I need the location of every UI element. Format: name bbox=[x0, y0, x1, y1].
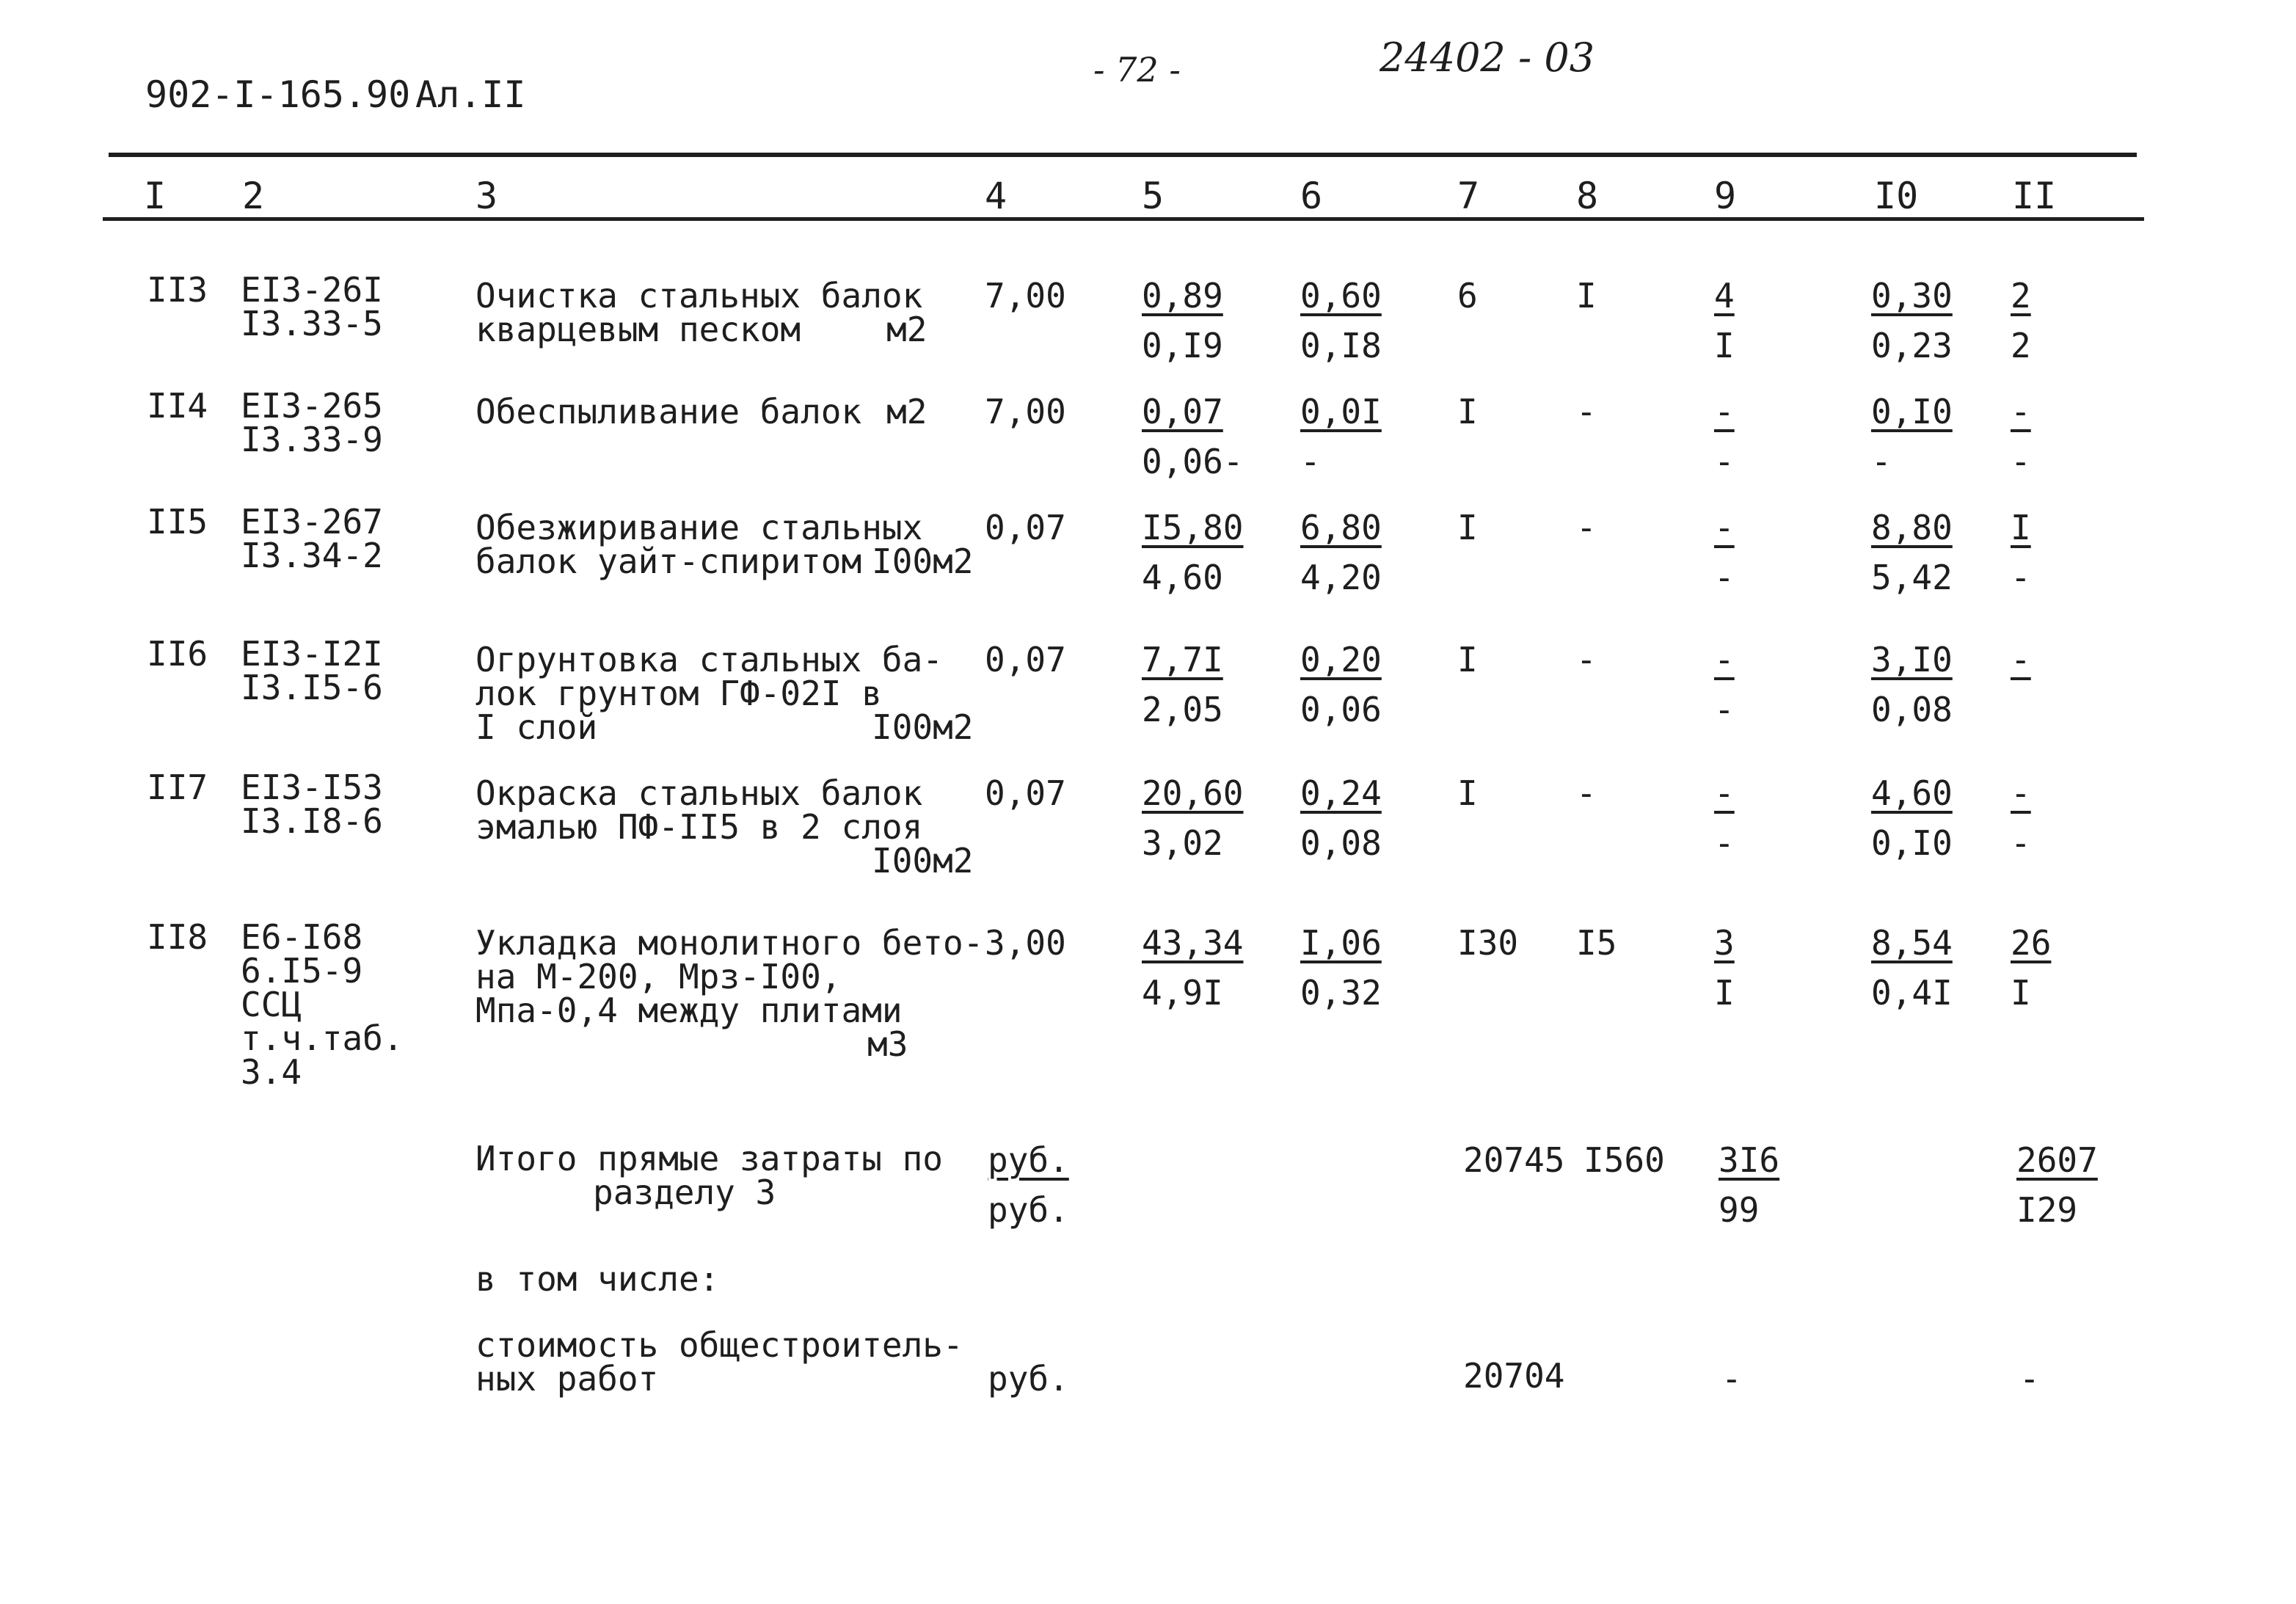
row-number: II4 bbox=[147, 386, 208, 426]
labor-total-mach: I bbox=[2011, 973, 2031, 1013]
general-works-cost: 20704 bbox=[1463, 1356, 1565, 1396]
column-header: 8 bbox=[1576, 175, 1599, 217]
totals-machines: I560 bbox=[1583, 1140, 1665, 1180]
machine-cost: 0,0I bbox=[1300, 392, 1382, 431]
work-description: Окраска стальных балок bbox=[475, 773, 923, 813]
column-header: 3 bbox=[475, 175, 498, 217]
machine-cost: I,06 bbox=[1300, 923, 1382, 963]
total-wages: - bbox=[1714, 508, 1735, 547]
column-header: II bbox=[2012, 175, 2057, 217]
norm-code: EI3-I2I bbox=[241, 634, 383, 674]
page-number: - 72 - bbox=[1093, 50, 1181, 90]
column-header: 4 bbox=[985, 175, 1007, 217]
general-works-labor: - bbox=[2019, 1359, 2040, 1399]
total-machines: - bbox=[1576, 640, 1597, 679]
general-works-wages: - bbox=[1721, 1359, 1742, 1399]
quantity: 0,07 bbox=[985, 640, 1066, 679]
column-header: 9 bbox=[1714, 175, 1737, 217]
column-header: 5 bbox=[1142, 175, 1165, 217]
work-description: балок уайт-спиритом bbox=[475, 542, 862, 581]
price-source: 3.4 bbox=[241, 1052, 302, 1092]
work-description: Укладка монолитного бето- bbox=[475, 923, 984, 963]
price-code: I3.I8-6 bbox=[241, 801, 383, 841]
labor-unit-mach: - bbox=[1871, 442, 1892, 481]
total-wages-mach: - bbox=[1714, 690, 1735, 729]
machine-wages: 0,I8 bbox=[1300, 326, 1382, 365]
quantity: 7,00 bbox=[985, 276, 1066, 316]
total-cost: I30 bbox=[1457, 923, 1519, 963]
table-header-rule bbox=[103, 217, 2144, 221]
unit-wages: 2,05 bbox=[1142, 690, 1223, 729]
totals-wages: 3I6 bbox=[1719, 1140, 1780, 1180]
row-number: II5 bbox=[147, 502, 208, 542]
row-number: II7 bbox=[147, 768, 208, 807]
work-description: Мпа-0,4 между плитами bbox=[475, 991, 903, 1030]
unit-cost: 0,89 bbox=[1142, 276, 1223, 316]
labor-unit: 0,30 bbox=[1871, 276, 1953, 316]
price-source: т.ч.таб. bbox=[241, 1018, 404, 1058]
row-number: II6 bbox=[147, 634, 208, 674]
total-cost: I bbox=[1457, 640, 1478, 679]
machine-wages: - bbox=[1300, 442, 1321, 481]
labor-unit-mach: 0,I0 bbox=[1871, 823, 1953, 863]
totals-labor: 2607 bbox=[2016, 1140, 2098, 1180]
unit-wages: 3,02 bbox=[1142, 823, 1223, 863]
totals-cost: 20745 bbox=[1463, 1140, 1565, 1180]
labor-unit-mach: 5,42 bbox=[1871, 558, 1953, 597]
unit-cost: 20,60 bbox=[1142, 773, 1244, 813]
norm-code: EI3-267 bbox=[241, 502, 383, 542]
machine-wages: 0,08 bbox=[1300, 823, 1382, 863]
work-description: Обеспыливание балок bbox=[475, 392, 862, 431]
price-code: I3.34-2 bbox=[241, 536, 383, 575]
total-machines: - bbox=[1576, 508, 1597, 547]
work-description: на М-200, Мрз-I00, bbox=[475, 957, 842, 996]
total-cost: I bbox=[1457, 392, 1478, 431]
measure-unit: I00м2 bbox=[872, 707, 974, 747]
total-machines: I5 bbox=[1576, 923, 1617, 963]
general-works-label: стоимость общестроитель- bbox=[475, 1325, 963, 1365]
machine-wages: 0,32 bbox=[1300, 973, 1382, 1013]
column-header: 2 bbox=[242, 175, 265, 217]
machine-wages: 0,06 bbox=[1300, 690, 1382, 729]
labor-total: I bbox=[2011, 508, 2031, 547]
labor-total-mach: - bbox=[2011, 442, 2031, 481]
machine-cost: 0,24 bbox=[1300, 773, 1382, 813]
price-code: I3.33-9 bbox=[241, 420, 383, 459]
quantity: 0,07 bbox=[985, 508, 1066, 547]
labor-total-mach: - bbox=[2011, 558, 2031, 597]
labor-total: 2 bbox=[2011, 276, 2031, 316]
total-wages-mach: - bbox=[1714, 558, 1735, 597]
work-description: Очистка стальных балок bbox=[475, 276, 923, 316]
total-machines: - bbox=[1576, 773, 1597, 813]
unit-cost: 0,07 bbox=[1142, 392, 1223, 431]
unit-wages: 4,9I bbox=[1142, 973, 1223, 1013]
labor-total: - bbox=[2011, 773, 2031, 813]
column-header: 7 bbox=[1457, 175, 1480, 217]
total-wages: - bbox=[1714, 640, 1735, 679]
unit-wages: 4,60 bbox=[1142, 558, 1223, 597]
work-description: кварцевым песком bbox=[475, 310, 801, 349]
column-header: I0 bbox=[1874, 175, 1919, 217]
total-cost: I bbox=[1457, 773, 1478, 813]
total-wages: - bbox=[1714, 392, 1735, 431]
norm-code: EI3-265 bbox=[241, 386, 383, 426]
labor-unit: 8,80 bbox=[1871, 508, 1953, 547]
norm-code: EI3-26I bbox=[241, 270, 383, 310]
table-top-rule bbox=[109, 153, 2137, 157]
totals-unit: руб. bbox=[988, 1190, 1069, 1230]
machine-cost: 6,80 bbox=[1300, 508, 1382, 547]
album-number: Ал.II bbox=[415, 73, 526, 116]
unit-cost: I5,80 bbox=[1142, 508, 1244, 547]
measure-unit: I00м2 bbox=[872, 542, 974, 581]
total-wages-mach: I bbox=[1714, 973, 1735, 1013]
general-works-unit: руб. bbox=[988, 1359, 1069, 1399]
price-code: I3.33-5 bbox=[241, 304, 383, 343]
labor-unit-mach: 0,23 bbox=[1871, 326, 1953, 365]
column-header: I bbox=[144, 175, 167, 217]
machine-wages: 4,20 bbox=[1300, 558, 1382, 597]
labor-unit-mach: 0,4I bbox=[1871, 973, 1953, 1013]
labor-unit: 4,60 bbox=[1871, 773, 1953, 813]
including-label: в том числе: bbox=[475, 1259, 720, 1299]
labor-total-mach: - bbox=[2011, 823, 2031, 863]
totals-labor-mach: I29 bbox=[2016, 1190, 2078, 1230]
total-machines: - bbox=[1576, 392, 1597, 431]
unit-wages: 0,I9 bbox=[1142, 326, 1223, 365]
totals-wages-mach: 99 bbox=[1719, 1190, 1760, 1230]
labor-unit: 0,I0 bbox=[1871, 392, 1953, 431]
unit-cost: 7,7I bbox=[1142, 640, 1223, 679]
labor-total: 26 bbox=[2011, 923, 2052, 963]
labor-total: - bbox=[2011, 640, 2031, 679]
machine-cost: 0,20 bbox=[1300, 640, 1382, 679]
price-source: ССЦ bbox=[241, 985, 302, 1024]
quantity: 0,07 bbox=[985, 773, 1066, 813]
measure-unit: м2 bbox=[886, 392, 927, 431]
total-wages: 3 bbox=[1714, 923, 1735, 963]
total-cost: 6 bbox=[1457, 276, 1478, 316]
row-number: II3 bbox=[147, 270, 208, 310]
work-description: I слой bbox=[475, 707, 598, 747]
work-description: лок грунтом ГФ-02I в bbox=[475, 674, 882, 713]
row-number: II8 bbox=[147, 917, 208, 957]
measure-unit: м3 bbox=[867, 1024, 908, 1064]
quantity: 7,00 bbox=[985, 392, 1066, 431]
totals-label: разделу 3 bbox=[593, 1173, 776, 1212]
labor-unit-mach: 0,08 bbox=[1871, 690, 1953, 729]
machine-cost: 0,60 bbox=[1300, 276, 1382, 316]
total-wages-mach: - bbox=[1714, 442, 1735, 481]
price-code: 6.I5-9 bbox=[241, 951, 363, 991]
total-cost: I bbox=[1457, 508, 1478, 547]
total-wages: - bbox=[1714, 773, 1735, 813]
labor-unit: 3,I0 bbox=[1871, 640, 1953, 679]
archive-stamp: 24402 - 03 bbox=[1380, 34, 1595, 81]
total-wages-mach: - bbox=[1714, 823, 1735, 863]
work-description: эмалью ПФ-II5 в 2 слоя bbox=[475, 807, 923, 847]
measure-unit: м2 bbox=[886, 310, 927, 349]
price-code: I3.I5-6 bbox=[241, 668, 383, 707]
norm-code: EI3-I53 bbox=[241, 768, 383, 807]
total-machines: I bbox=[1576, 276, 1597, 316]
norm-code: E6-I68 bbox=[241, 917, 363, 957]
labor-unit: 8,54 bbox=[1871, 923, 1953, 963]
total-wages: 4 bbox=[1714, 276, 1735, 316]
unit-cost: 43,34 bbox=[1142, 923, 1244, 963]
totals-label: Итого прямые затраты по bbox=[475, 1139, 943, 1178]
work-description: Огрунтовка стальных ба- bbox=[475, 640, 943, 679]
column-header: 6 bbox=[1300, 175, 1323, 217]
unit-wages: 0,06- bbox=[1142, 442, 1244, 481]
total-wages-mach: I bbox=[1714, 326, 1735, 365]
quantity: 3,00 bbox=[985, 923, 1066, 963]
work-description: Обезжиривание стальных bbox=[475, 508, 923, 547]
totals-unit: руб. bbox=[988, 1140, 1069, 1180]
general-works-label: ных работ bbox=[475, 1359, 659, 1399]
labor-total: - bbox=[2011, 392, 2031, 431]
measure-unit: I00м2 bbox=[872, 841, 974, 881]
document-code: 902-I-165.90 bbox=[145, 73, 411, 116]
labor-total-mach: 2 bbox=[2011, 326, 2031, 365]
